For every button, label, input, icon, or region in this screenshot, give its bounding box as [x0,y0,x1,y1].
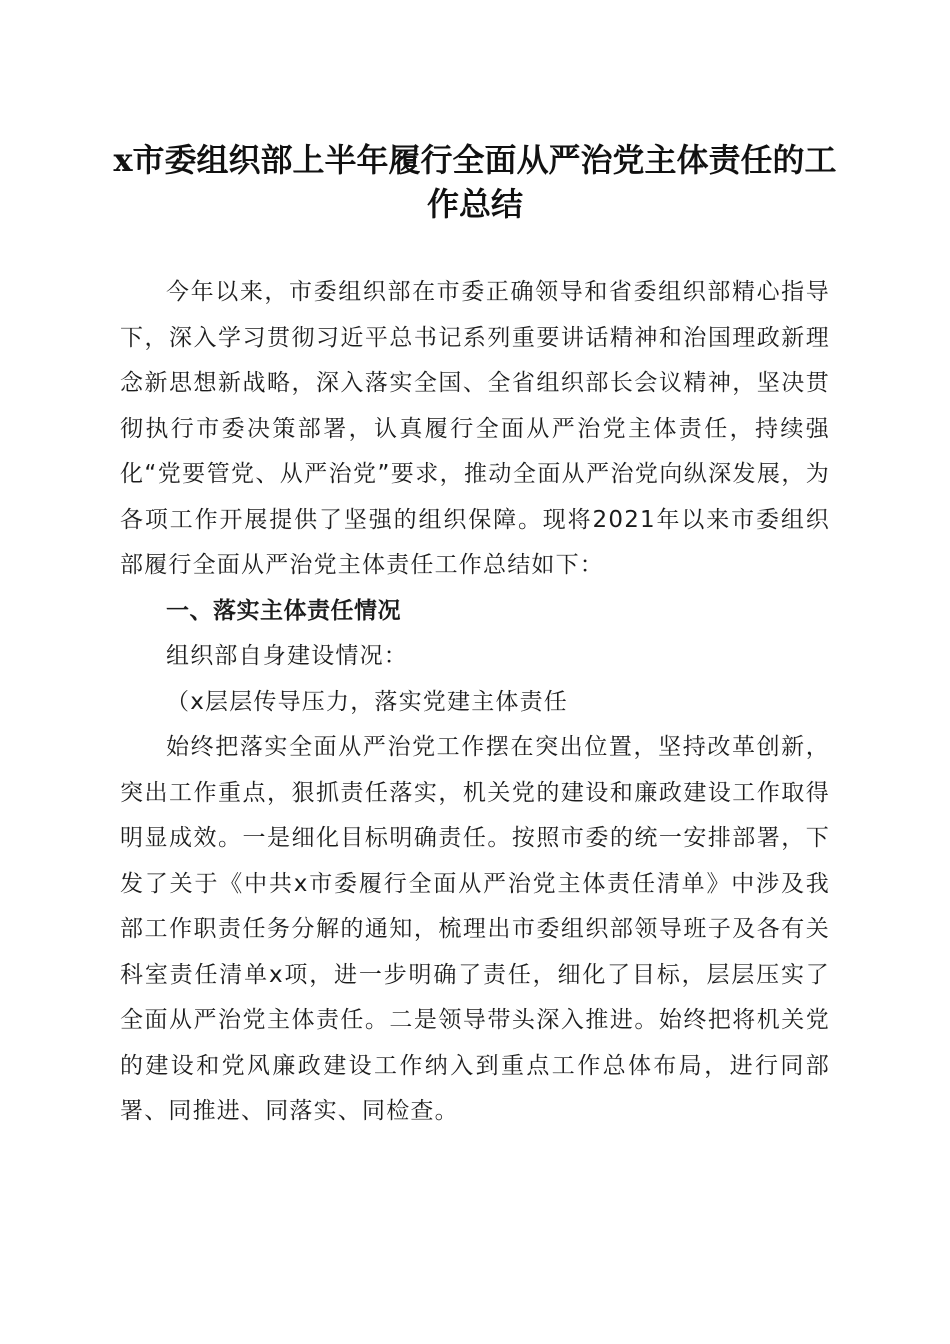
subsection-heading: （x层层传导压力，落实党建主体责任 [166,688,569,715]
body-paragraph: 始终把落实全面从严治党工作摆在突出位置，坚持改革创新，突出工作重点，狠抓责任落实，机关党的建设和廉政建设工作取得明显成效。一是细化目标明确责任。按照市委的统一安排部署，下发了关于《中共x市委履行全面从严治党主体责任清单》中涉及我部工作职责任务分解的通知，梳理出市委组织部领导班子及各有关科室责任清单x项，进一步明确了责任，细化了目标，层层压实了全面从严治党主体责任。二是领导带头深入推进。始终把将机关党的建设和党风廉政建设工作纳入到重点工作总体布局，进行同部署、同推进、同落实、同检查。 [120,734,830,1124]
section-heading: 一、落实主体责任情况 [166,597,401,624]
document-body [120,270,830,1135]
document-title: x市委组织部上半年履行全面从严治党主体责任的工作总结 [113,141,837,223]
subsection-label: 组织部自身建设情况： [166,643,408,669]
intro-paragraph: 今年以来，市委组织部在市委正确领导和省委组织部精心指导下，深入学习贯彻习近平总书记系列重要讲话精神和治国理政新理念新思想新战略，深入落实全国、全省组织部长会议精神，坚决贯彻执行市委决策部署，认真履行全面从严治党主体责任，持续强化“党要管党、从严治党”要求，推动全面从严治党向纵深发展，为各项工作开展提供了坚强的组织保障。现将2021年以来市委组织部履行全面从严治党主体责任工作总结如下： [120,279,830,578]
